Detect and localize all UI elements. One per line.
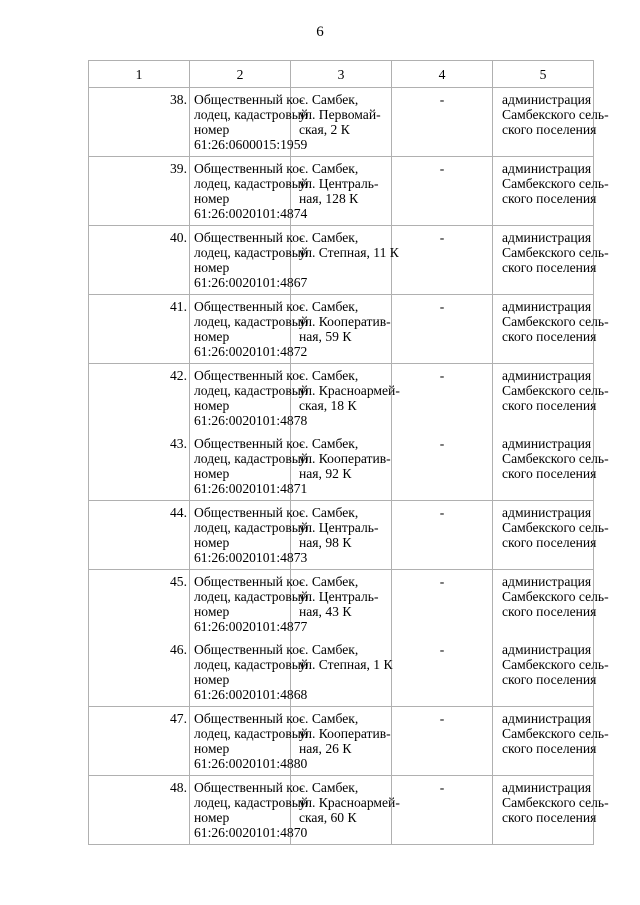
object-name-line: номер (194, 260, 230, 275)
owner-line: администрация (502, 299, 592, 314)
address-line: с. Самбек, (299, 230, 359, 245)
object-name-cell (190, 432, 309, 501)
owner-line: Самбекского сель- (502, 589, 609, 604)
address-line: ная, 128 К (299, 191, 359, 206)
row-number-cell: 47. (89, 707, 190, 776)
column-4-cell: - (392, 707, 493, 776)
row-number-cell: 41. (89, 295, 190, 364)
object-name-line: Общественный ко- (194, 780, 304, 795)
owner-line: ского поселения (502, 535, 597, 550)
column-4-cell: - (392, 638, 493, 707)
column-4-cell: - (392, 157, 493, 226)
object-name-line: лодец, кадастровый (194, 657, 309, 672)
object-name-line: лодец, кадастровый (194, 314, 309, 329)
owner-cell (493, 226, 609, 295)
object-name-cell (190, 364, 309, 433)
object-name-line: лодец, кадастровый (194, 589, 309, 604)
object-name-line: номер (194, 604, 230, 619)
object-name-line: лодец, кадастровый (194, 245, 309, 260)
column-4-cell: - (392, 364, 493, 433)
object-name-line: номер (194, 535, 230, 550)
table-row (89, 432, 594, 501)
address-line: ская, 2 К (299, 122, 350, 137)
owner-cell (493, 295, 609, 364)
owner-cell (493, 432, 609, 501)
object-name-cell (190, 157, 309, 226)
column-4-cell: - (392, 88, 493, 157)
row-number-cell: 40. (89, 226, 190, 295)
object-name-line: 61:26:0020101:4870 (194, 825, 308, 840)
owner-line: администрация (502, 780, 592, 795)
address-line: ная, 59 К (299, 329, 352, 344)
owner-line: Самбекского сель- (502, 107, 609, 122)
table-row (89, 88, 594, 157)
object-name-line: Общественный ко- (194, 505, 304, 520)
object-name-line: номер (194, 122, 230, 137)
column-4-cell: - (392, 570, 493, 639)
object-name-cell (190, 501, 309, 570)
owner-line: Самбекского сель- (502, 795, 609, 810)
object-name-line: Общественный ко- (194, 436, 304, 451)
owner-line: ского поселения (502, 260, 597, 275)
table-header-row (89, 61, 594, 88)
row-number-cell: 48. (89, 776, 190, 845)
table-row (89, 364, 594, 433)
object-name-line: 61:26:0020101:4873 (194, 550, 308, 565)
owner-line: Самбекского сель- (502, 176, 609, 191)
address-line: ул. Степная, 11 К (299, 245, 399, 260)
object-name-cell (190, 295, 309, 364)
address-line: ул. Красноармей- (299, 383, 400, 398)
address-line: ская, 18 К (299, 398, 357, 413)
object-name-line: 61:26:0020101:4871 (194, 481, 308, 496)
header-cell-4: 4 (392, 61, 493, 88)
address-line: ул. Кооператив- (299, 726, 391, 741)
row-number-cell: 43. (89, 432, 190, 501)
address-line: ул. Кооператив- (299, 314, 391, 329)
row-number-cell: 45. (89, 570, 190, 639)
owner-line: Самбекского сель- (502, 726, 609, 741)
object-name-line: номер (194, 810, 230, 825)
owner-line: ского поселения (502, 398, 597, 413)
owner-cell (493, 776, 609, 845)
owner-cell (493, 157, 609, 226)
object-name-line: Общественный ко- (194, 711, 304, 726)
header-cell-3: 3 (291, 61, 392, 88)
object-name-line: номер (194, 741, 230, 756)
object-name-line: номер (194, 398, 230, 413)
address-line: ул. Кооператив- (299, 451, 391, 466)
object-name-line: номер (194, 466, 230, 481)
address-line: с. Самбек, (299, 711, 359, 726)
owner-line: ского поселения (502, 122, 597, 137)
address-line: с. Самбек, (299, 436, 359, 451)
object-name-line: 61:26:0020101:4878 (194, 413, 308, 428)
object-name-line: 61:26:0600015:1959 (194, 137, 308, 152)
address-line: с. Самбек, (299, 574, 359, 589)
owner-line: администрация (502, 230, 592, 245)
column-4-cell: - (392, 776, 493, 845)
object-name-line: лодец, кадастровый (194, 451, 309, 466)
column-4-cell: - (392, 432, 493, 501)
row-number-cell: 46. (89, 638, 190, 707)
page-number: 6 (316, 24, 324, 40)
table-row (89, 707, 594, 776)
owner-line: Самбекского сель- (502, 383, 609, 398)
row-number-cell: 38. (89, 88, 190, 157)
owner-line: ского поселения (502, 672, 597, 687)
object-name-line: 61:26:0020101:4877 (194, 619, 308, 634)
object-name-cell (190, 638, 309, 707)
owner-line: ского поселения (502, 466, 597, 481)
row-number-cell: 44. (89, 501, 190, 570)
address-line: ная, 92 К (299, 466, 352, 481)
owner-line: Самбекского сель- (502, 245, 609, 260)
object-name-line: 61:26:0020101:4872 (194, 344, 308, 359)
address-line: с. Самбек, (299, 780, 359, 795)
owner-line: администрация (502, 368, 592, 383)
table-row (89, 776, 594, 845)
object-name-line: номер (194, 329, 230, 344)
address-line: ул. Централь- (299, 589, 379, 604)
owner-cell (493, 501, 609, 570)
address-line: с. Самбек, (299, 92, 359, 107)
address-line: с. Самбек, (299, 299, 359, 314)
owner-line: администрация (502, 161, 592, 176)
object-name-line: лодец, кадастровый (194, 176, 309, 191)
table-row (89, 295, 594, 364)
header-cell-2: 2 (190, 61, 291, 88)
object-name-line: лодец, кадастровый (194, 520, 309, 535)
address-line: ная, 43 К (299, 604, 352, 619)
owner-cell (493, 707, 609, 776)
object-name-line: 61:26:0020101:4880 (194, 756, 308, 771)
object-name-line: 61:26:0020101:4874 (194, 206, 308, 221)
address-line: ул. Красноармей- (299, 795, 400, 810)
object-name-cell (190, 88, 309, 157)
object-name-line: Общественный ко- (194, 574, 304, 589)
column-4-cell: - (392, 295, 493, 364)
table-row (89, 226, 594, 295)
owner-line: Самбекского сель- (502, 657, 609, 672)
address-line: ул. Централь- (299, 176, 379, 191)
object-name-cell (190, 226, 309, 295)
owner-line: администрация (502, 642, 592, 657)
object-name-line: Общественный ко- (194, 92, 304, 107)
object-name-line: Общественный ко- (194, 299, 304, 314)
address-line: ная, 98 К (299, 535, 352, 550)
object-name-line: Общественный ко- (194, 368, 304, 383)
address-line: с. Самбек, (299, 505, 359, 520)
object-name-cell (190, 707, 309, 776)
table-row (89, 570, 594, 639)
owner-line: ского поселения (502, 191, 597, 206)
object-name-line: Общественный ко- (194, 642, 304, 657)
object-name-line: лодец, кадастровый (194, 107, 309, 122)
object-name-line: 61:26:0020101:4868 (194, 687, 308, 702)
object-name-cell (190, 776, 309, 845)
address-line: ская, 60 К (299, 810, 357, 825)
owner-line: ского поселения (502, 810, 597, 825)
object-name-line: номер (194, 191, 230, 206)
owner-cell (493, 570, 609, 639)
address-line: с. Самбек, (299, 642, 359, 657)
address-line: ул. Первомай- (299, 107, 381, 122)
object-name-line: Общественный ко- (194, 230, 304, 245)
owner-line: Самбекского сель- (502, 451, 609, 466)
object-name-line: лодец, кадастровый (194, 383, 309, 398)
address-line: с. Самбек, (299, 161, 359, 176)
address-line: ул. Централь- (299, 520, 379, 535)
object-name-line: лодец, кадастровый (194, 795, 309, 810)
owner-line: администрация (502, 436, 592, 451)
owner-line: Самбекского сель- (502, 314, 609, 329)
address-line: с. Самбек, (299, 368, 359, 383)
object-name-line: номер (194, 672, 230, 687)
owner-line: ского поселения (502, 741, 597, 756)
owner-line: администрация (502, 92, 592, 107)
owner-line: администрация (502, 574, 592, 589)
owner-line: ского поселения (502, 329, 597, 344)
row-number-cell: 42. (89, 364, 190, 433)
header-cell-5: 5 (493, 61, 594, 88)
table-row (89, 157, 594, 226)
column-4-cell: - (392, 226, 493, 295)
owner-cell (493, 88, 609, 157)
address-line: ная, 26 К (299, 741, 352, 756)
owner-line: Самбекского сель- (502, 520, 609, 535)
objects-table (88, 60, 609, 845)
header-cell-1: 1 (89, 61, 190, 88)
owner-line: администрация (502, 505, 592, 520)
owner-line: администрация (502, 711, 592, 726)
object-name-cell (190, 570, 309, 639)
table-row (89, 638, 594, 707)
owner-cell (493, 364, 609, 433)
row-number-cell: 39. (89, 157, 190, 226)
object-name-line: 61:26:0020101:4867 (194, 275, 308, 290)
object-name-line: лодец, кадастровый (194, 726, 309, 741)
owner-cell (493, 638, 609, 707)
owner-line: ского поселения (502, 604, 597, 619)
column-4-cell: - (392, 501, 493, 570)
object-name-line: Общественный ко- (194, 161, 304, 176)
address-line: ул. Степная, 1 К (299, 657, 393, 672)
table-row (89, 501, 594, 570)
